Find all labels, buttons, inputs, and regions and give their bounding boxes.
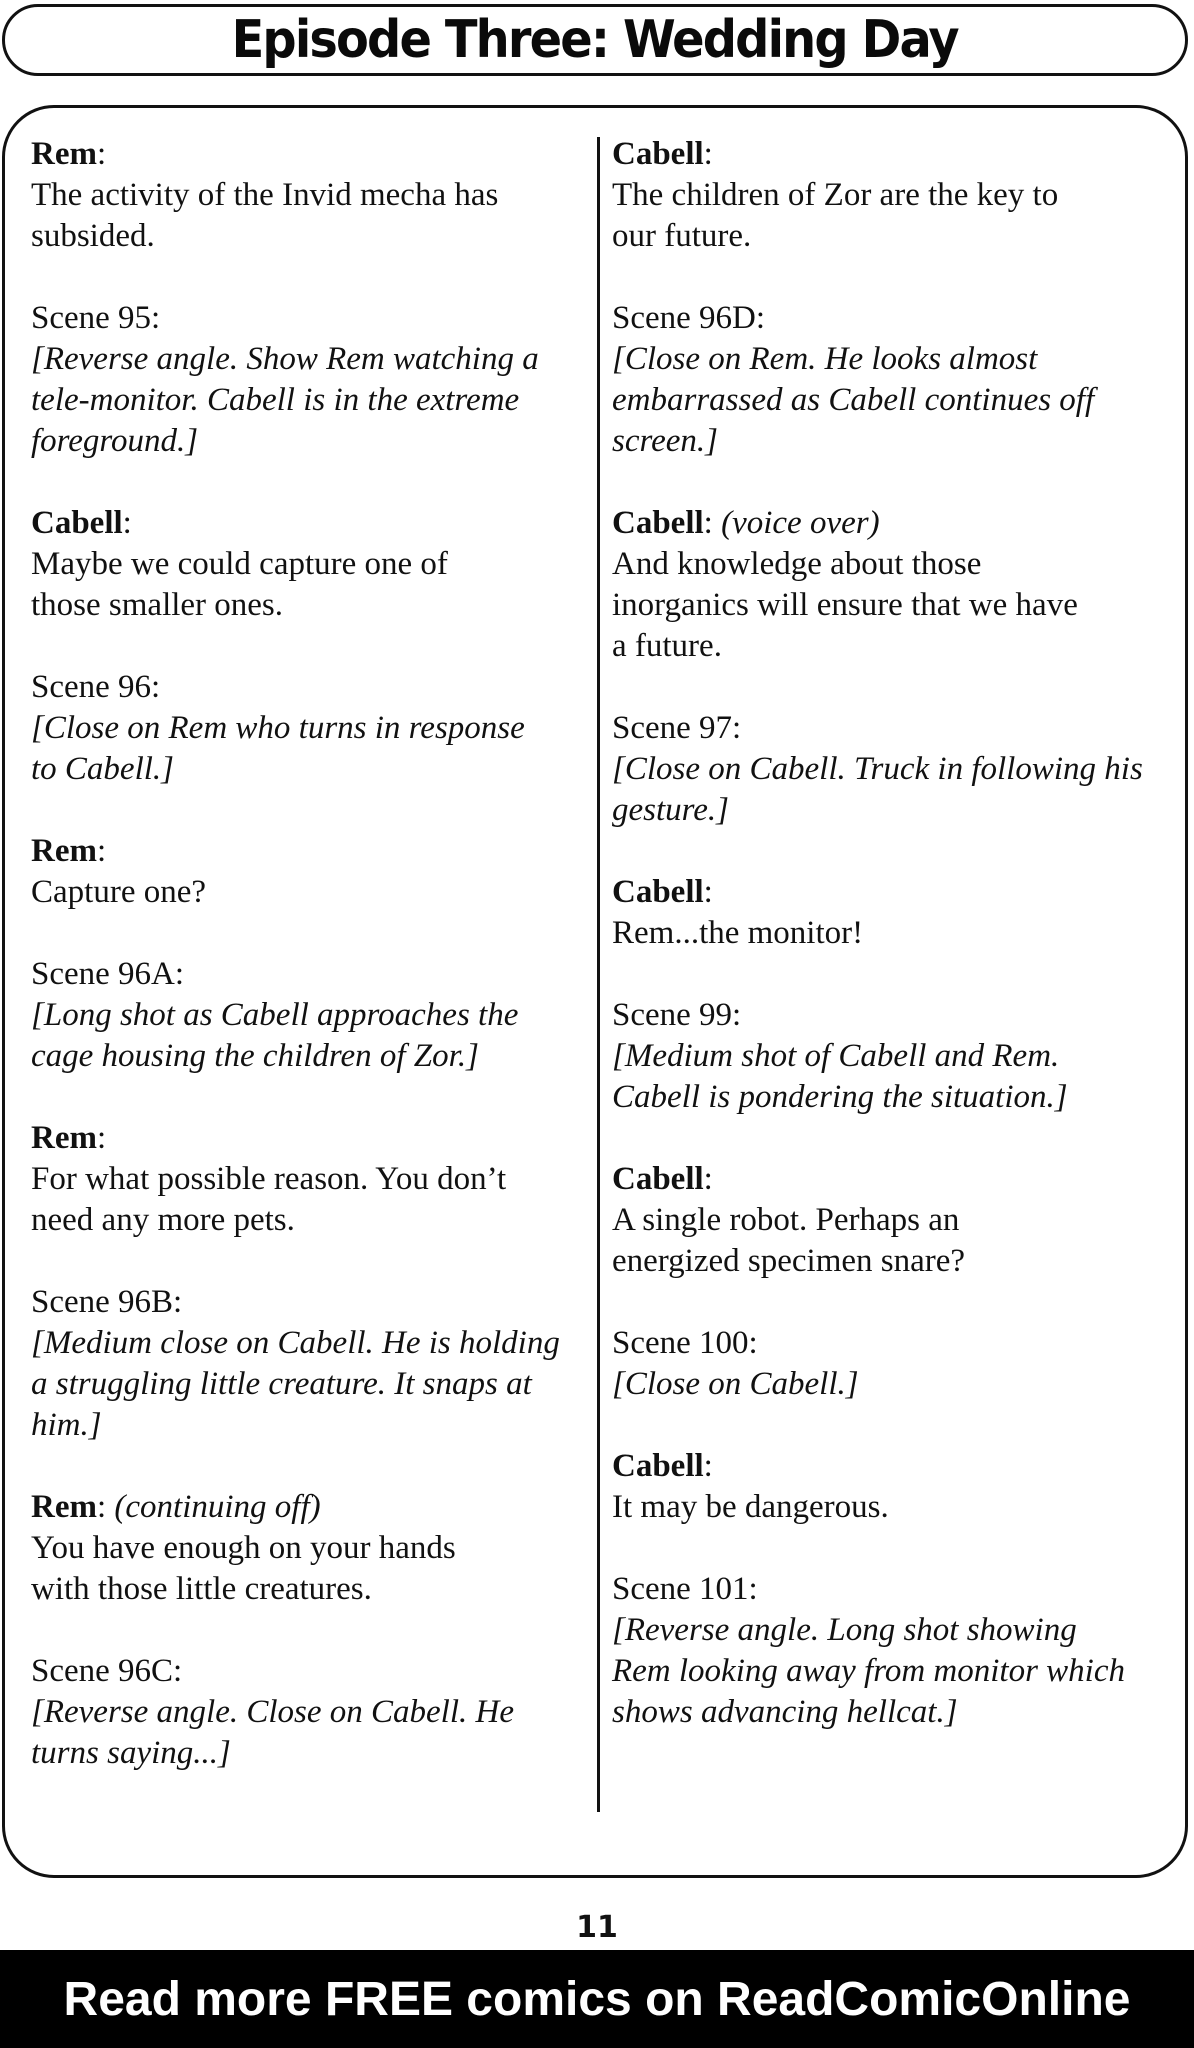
dialogue-block [612, 1159, 1172, 1282]
scene-block [31, 1282, 587, 1446]
dialogue-line: Capture one? [31, 874, 207, 910]
scene-block [31, 298, 587, 462]
stage-direction: (continuing off) [114, 1489, 321, 1525]
scene-note-line: [Close on Rem who turns in response [31, 710, 525, 746]
scene-note-line: screen.] [612, 423, 718, 459]
scene-block [612, 1323, 1172, 1405]
speaker-name: Rem [31, 833, 97, 869]
scene-note-line: [Long shot as Cabell approaches the [31, 997, 519, 1033]
dialogue-line: You have enough on your hands [31, 1530, 456, 1566]
dialogue-block [31, 1118, 587, 1241]
scene-block [612, 298, 1172, 462]
dialogue-line: those smaller ones. [31, 587, 284, 623]
right-column [612, 134, 1172, 1774]
speaker-colon: : [96, 833, 107, 869]
scene-heading: Scene 96C: [31, 1653, 183, 1689]
scene-note-line: Cabell is pondering the situation.] [612, 1079, 1068, 1115]
scene-note-line: shows advancing hellcat.] [612, 1694, 958, 1730]
dialogue-block [31, 503, 587, 626]
scene-note-line: [Medium shot of Cabell and Rem. [612, 1038, 1060, 1074]
scene-block [612, 708, 1172, 831]
speaker-line [612, 503, 1172, 544]
scene-block [31, 1651, 587, 1774]
scene-block [612, 995, 1172, 1118]
dialogue-line: A single robot. Perhaps an [612, 1202, 960, 1238]
speaker-line [31, 1487, 587, 1528]
dialogue-block [612, 503, 1172, 667]
scene-note-line: embarrassed as Cabell continues off [612, 382, 1095, 418]
speaker-name: Cabell [612, 1161, 704, 1197]
scene-note-line: [Reverse angle. Show Rem watching a [31, 341, 539, 377]
scene-note-line: foreground.] [31, 423, 199, 459]
scene-heading: Scene 99: [612, 997, 742, 1033]
scene-note-line: [Medium close on Cabell. He is holding [31, 1325, 560, 1361]
speaker-colon: : [122, 505, 132, 541]
speaker-name: Rem [31, 136, 97, 172]
speaker-name: Cabell [612, 505, 704, 541]
speaker-line [612, 1159, 1172, 1200]
scene-note-line: [Reverse angle. Long shot showing [612, 1612, 1077, 1648]
scene-heading: Scene 96D: [612, 300, 766, 336]
scene-note-line: [Close on Rem. He looks almost [612, 341, 1038, 377]
dialogue-line: Rem...the monitor! [612, 915, 864, 951]
scene-block [31, 954, 587, 1077]
dialogue-line: energized specimen snare? [612, 1243, 966, 1279]
dialogue-line: The activity of the Invid mecha has [31, 177, 499, 213]
scene-note-line: to Cabell.] [31, 751, 175, 787]
scene-note-line: gesture.] [612, 792, 730, 828]
dialogue-block [31, 831, 587, 913]
scene-block [612, 1569, 1172, 1733]
speaker-line [612, 1446, 1172, 1487]
dialogue-line: a future. [612, 628, 722, 664]
scene-note-line: [Close on Cabell.] [612, 1366, 859, 1402]
speaker-line [612, 134, 1172, 175]
speaker-colon: : [703, 874, 713, 910]
footer-banner[interactable] [0, 1950, 1194, 2048]
scene-note-line: Rem looking away from monitor which [612, 1653, 1125, 1689]
speaker-colon: : [703, 136, 713, 172]
scene-heading: Scene 97: [612, 710, 742, 746]
speaker-name: Cabell [31, 505, 123, 541]
scene-block [31, 667, 587, 790]
scene-heading: Scene 101: [612, 1571, 758, 1607]
scene-heading: Scene 96B: [31, 1284, 183, 1320]
dialogue-block [612, 134, 1172, 257]
dialogue-block [31, 1487, 587, 1610]
speaker-colon: : [96, 1489, 107, 1525]
scene-heading: Scene 96: [31, 669, 161, 705]
dialogue-line: The children of Zor are the key to [612, 177, 1059, 213]
speaker-name: Rem [31, 1489, 97, 1525]
title-banner [2, 4, 1188, 76]
stage-direction: (voice over) [721, 505, 880, 541]
speaker-colon: : [703, 1161, 713, 1197]
column-divider [597, 137, 600, 1812]
speaker-name: Cabell [612, 136, 704, 172]
page-title: Episode Three: Wedding Day [231, 10, 959, 70]
scene-note-line: cage housing the children of Zor.] [31, 1038, 479, 1074]
dialogue-line: And knowledge about those [612, 546, 982, 582]
footer-link-text[interactable]: Read more FREE comics on ReadComicOnline [63, 1972, 1131, 2026]
speaker-line [31, 1118, 587, 1159]
speaker-name: Cabell [612, 874, 704, 910]
dialogue-line: subsided. [31, 218, 155, 254]
dialogue-line: inorganics will ensure that we have [612, 587, 1078, 623]
speaker-line [31, 503, 587, 544]
scene-note-line: [Reverse angle. Close on Cabell. He [31, 1694, 514, 1730]
dialogue-line: with those little creatures. [31, 1571, 372, 1607]
left-column [31, 134, 587, 1815]
dialogue-block [612, 872, 1172, 954]
speaker-line [31, 831, 587, 872]
scene-note-line: him.] [31, 1407, 102, 1443]
dialogue-line: Maybe we could capture one of [31, 546, 448, 582]
speaker-name: Cabell [612, 1448, 704, 1484]
speaker-line [612, 872, 1172, 913]
dialogue-line: For what possible reason. You don’t [31, 1161, 507, 1197]
speaker-name: Rem [31, 1120, 97, 1156]
speaker-line [31, 134, 587, 175]
scene-heading: Scene 100: [612, 1325, 758, 1361]
dialogue-line: our future. [612, 218, 752, 254]
speaker-colon: : [703, 1448, 713, 1484]
scene-note-line: turns saying...] [31, 1735, 231, 1771]
dialogue-block [31, 134, 587, 257]
dialogue-line: need any more pets. [31, 1202, 295, 1238]
scene-heading: Scene 96A: [31, 956, 185, 992]
dialogue-block [612, 1446, 1172, 1528]
speaker-colon: : [703, 505, 713, 541]
page-number: 11 [576, 1910, 618, 1945]
speaker-colon: : [96, 136, 107, 172]
scene-heading: Scene 95: [31, 300, 161, 336]
scene-note-line: a struggling little creature. It snaps at [31, 1366, 532, 1402]
scene-note-line: tele-monitor. Cabell is in the extreme [31, 382, 520, 418]
dialogue-line: It may be dangerous. [612, 1489, 889, 1525]
scene-note-line: [Close on Cabell. Truck in following his [612, 751, 1143, 787]
speaker-colon: : [96, 1120, 107, 1156]
